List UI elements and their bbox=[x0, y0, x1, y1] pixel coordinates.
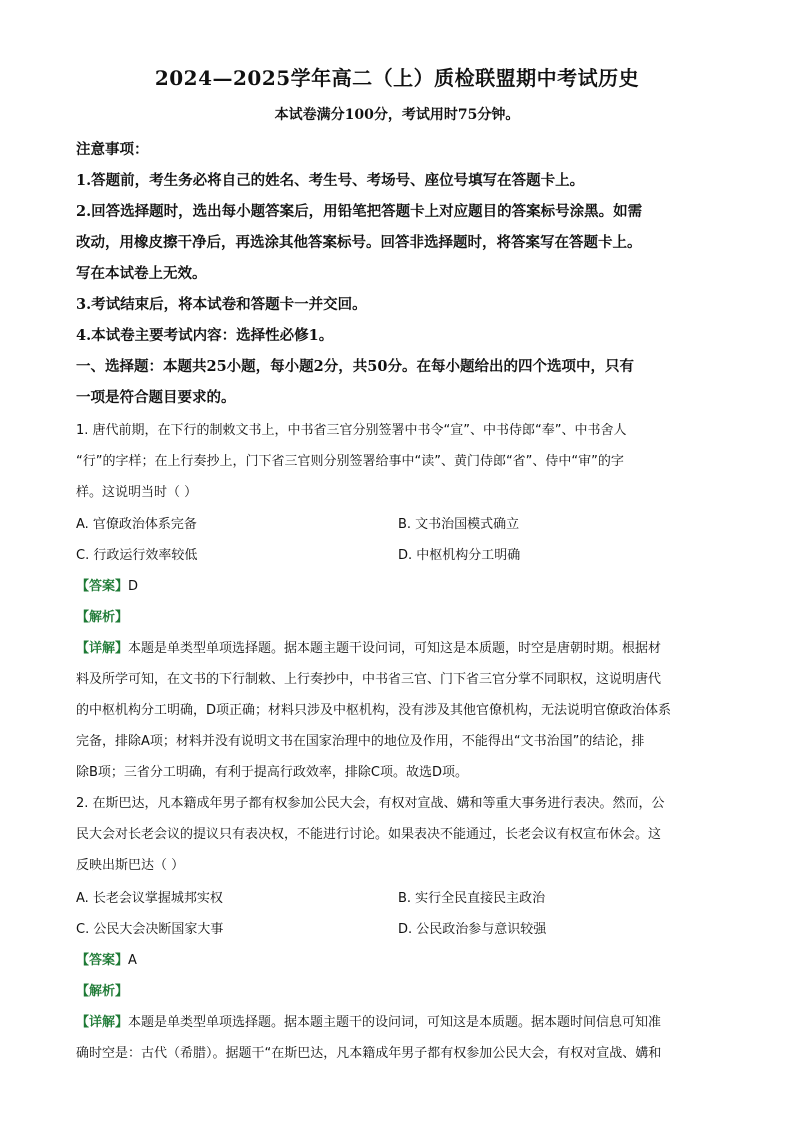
detail-line bbox=[76, 1011, 721, 1030]
notice-item: 4.本试卷主要考试内容：选择性必修1。 bbox=[76, 327, 334, 344]
option-a: A. 官僚政治体系完备 bbox=[76, 517, 197, 532]
question-stem: 1. 唐代前期，在下行的制敕文书上，中书省三官分别签署中书令“宣”、中书侍郎“奉”、中书舍人 bbox=[76, 423, 627, 438]
notice-heading: 注意事项： bbox=[76, 141, 149, 158]
option-b: B. 文书治国模式确立 bbox=[398, 517, 520, 532]
detail-line: 料及所学可知，在文书的下行制敕、上行奏抄中，中书省三官、门下省三官分掌不同职权，这说明唐代 bbox=[76, 672, 662, 687]
section-heading: 一项是符合题目要求的。 bbox=[76, 389, 236, 406]
option-a: A. 长老会议掌握城邦实权 bbox=[76, 891, 223, 906]
answer-tag: 【答案】 bbox=[76, 579, 129, 594]
notice-item: 改动，用橡皮擦干净后，再选涂其他答案标号。回答非选择题时，将答案写在答题卡上。 bbox=[76, 234, 642, 251]
notice-item: 2.回答选择题时，选出每小题答案后，用铅笔把答题卡上对应题目的答案标号涂黑。如需 bbox=[76, 203, 643, 220]
question-stem: 民大会对长老会议的提议只有表决权，不能进行讨论。如果表决不能通过，长老会议有权宣布休会。这 bbox=[76, 827, 662, 842]
analysis-line bbox=[76, 606, 721, 625]
detail-line: 确时空是：古代（希腊）。据题干“在斯巴达，凡本籍成年男子都有权参加公民大会，有权对宣战、媾和 bbox=[76, 1046, 662, 1061]
detail-text: 本题是单类型单项选择题。据本题主题干的设问词，可知这是本质题。据本题时间信息可知准 bbox=[128, 1015, 662, 1030]
answer-line bbox=[76, 949, 721, 968]
answer-value: D bbox=[128, 579, 139, 594]
page-title: 2024—2025学年高二（上）质检联盟期中考试历史 bbox=[154, 66, 640, 90]
question-stem: 2. 在斯巴达，凡本籍成年男子都有权参加公民大会，有权对宣战、媾和等重大事务进行表决。然而，公 bbox=[76, 796, 665, 811]
detail-line: 除B项；三省分工明确，有利于提高行政效率，排除C项。故选D项。 bbox=[76, 765, 469, 780]
notice-item: 3.考试结束后，将本试卷和答题卡一并交回。 bbox=[76, 296, 367, 313]
analysis-line bbox=[76, 980, 721, 999]
section-heading: 一、选择题：本题共25小题，每小题2分，共50分。在每小题给出的四个选项中，只有 bbox=[76, 358, 634, 375]
option-d: D. 中枢机构分工明确 bbox=[398, 548, 521, 563]
answer-value: A bbox=[128, 953, 137, 968]
answer-line bbox=[76, 575, 721, 594]
analysis-tag: 【解析】 bbox=[76, 984, 129, 999]
question-stem: “行”的字样；在上行奏抄上，门下省三官则分别签署给事中“读”、黄门侍郎“省”、侍中“审”的字 bbox=[76, 454, 624, 469]
detail-tag: 【详解】 bbox=[76, 641, 129, 656]
detail-line bbox=[76, 637, 721, 656]
detail-line: 的中枢机构分工明确，D项正确；材料只涉及中枢机构，没有涉及其他官僚机构，无法说明官僚政治体系 bbox=[76, 703, 672, 718]
detail-tag: 【详解】 bbox=[76, 1015, 129, 1030]
notice-item: 写在本试卷上无效。 bbox=[76, 265, 207, 282]
page-subtitle: 本试卷满分100分，考试用时75分钟。 bbox=[274, 107, 520, 123]
option-d: D. 公民政治参与意识较强 bbox=[398, 922, 547, 937]
question-stem: 反映出斯巴达（ ） bbox=[76, 858, 185, 873]
question-stem: 样。这说明当时（ ） bbox=[76, 485, 198, 500]
option-c: C. 行政运行效率较低 bbox=[76, 548, 198, 563]
option-c: C. 公民大会决断国家大事 bbox=[76, 922, 224, 937]
analysis-tag: 【解析】 bbox=[76, 610, 129, 625]
answer-tag: 【答案】 bbox=[76, 953, 129, 968]
detail-line: 完备，排除A项；材料并没有说明文书在国家治理中的地位及作用，不能得出“文书治国”的结论，排 bbox=[76, 734, 645, 749]
detail-text: 本题是单类型单项选择题。据本题主题干设问词，可知这是本质题，时空是唐朝时期。根据材 bbox=[128, 641, 662, 656]
notice-item: 1.答题前，考生务必将自己的姓名、考生号、考场号、座位号填写在答题卡上。 bbox=[76, 172, 585, 189]
option-b: B. 实行全民直接民主政治 bbox=[398, 891, 546, 906]
